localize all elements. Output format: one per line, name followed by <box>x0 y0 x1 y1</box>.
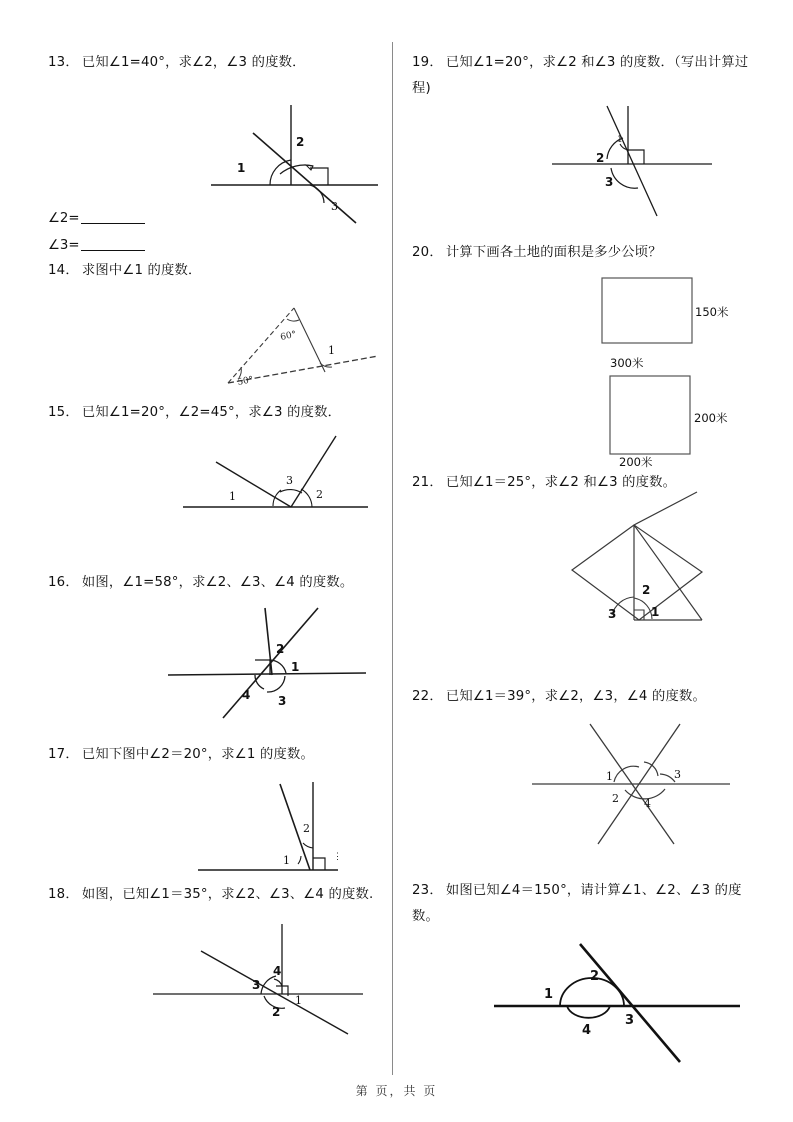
question-18 <box>48 882 388 1046</box>
figure-label-2: 2 <box>642 583 651 597</box>
question-17-text <box>48 742 388 768</box>
question-21 <box>412 470 752 662</box>
figure-tick-mark: ⋮ <box>333 852 342 862</box>
question-15 <box>48 400 388 524</box>
figure-label-1: 1 <box>651 605 660 619</box>
answer-blank-angle3[interactable] <box>48 232 388 259</box>
figure-label-2: 2 <box>596 151 605 165</box>
question-13-number: 13． <box>48 55 79 70</box>
figure-label-2: 2 <box>590 969 600 984</box>
question-18-text <box>48 882 388 908</box>
rect2-height-label: 200米 <box>694 411 728 425</box>
figure-label-2: 2 <box>612 792 619 805</box>
question-22-number: 22． <box>412 689 443 704</box>
question-22-figure <box>412 716 752 856</box>
figure-label-2: 2 <box>316 488 323 501</box>
figure-label-4: 4 <box>582 1023 592 1038</box>
question-15-figure <box>48 434 388 524</box>
question-13-answer-blanks <box>48 205 388 259</box>
question-20 <box>412 240 752 467</box>
question-13 <box>48 50 388 259</box>
question-19-figure <box>412 106 752 226</box>
figure-label-4: 4 <box>273 964 282 978</box>
figure-label-3: 3 <box>252 978 261 992</box>
figure-angle-60: 60° <box>279 329 298 343</box>
figure-label-3: 3 <box>625 1013 635 1028</box>
page-footer: 第 页，共 页 <box>355 1084 438 1098</box>
question-17-figure <box>48 772 388 882</box>
figure-label-3: 3 <box>286 474 293 487</box>
question-14-figure <box>48 286 388 396</box>
figure-label-1: 1 <box>606 770 613 783</box>
figure-label-1: 1 <box>617 135 623 145</box>
figure-label-3: 3 <box>331 200 338 213</box>
figure-label-2: 2 <box>303 822 310 835</box>
figure-label-3: 3 <box>278 694 287 708</box>
figure-label-1: 1 <box>237 161 246 175</box>
question-22-body: 已知∠1＝39°，求∠2，∠3，∠4 的度数。 <box>445 689 707 704</box>
question-16-number: 16． <box>48 575 79 590</box>
figure-label-2: 2 <box>296 135 305 149</box>
question-20-text <box>412 240 752 266</box>
column-divider <box>392 42 393 1075</box>
figure-label-1: 1 <box>229 490 236 503</box>
figure-label-4: 4 <box>242 688 251 702</box>
question-15-body: 已知∠1=20°，∠2=45°，求∠3 的度数． <box>81 405 342 420</box>
figure-angle-50: 50° <box>236 375 255 388</box>
answer-blank-angle2-rule[interactable] <box>81 223 145 224</box>
rect1-height-label: 150米 <box>695 305 729 319</box>
question-16 <box>48 570 388 720</box>
question-14-body: 求图中∠1 的度数． <box>81 263 202 278</box>
question-14 <box>48 258 388 396</box>
figure-label-1: 1 <box>544 987 554 1002</box>
question-14-text <box>48 258 388 284</box>
figure-label-1: 1 <box>328 344 335 357</box>
question-21-figure <box>412 502 752 662</box>
rect2-width-label: 200米 <box>619 455 653 469</box>
question-17-number: 17． <box>48 747 79 762</box>
figure-label-3: 3 <box>605 175 614 189</box>
figure-label-4: 4 <box>644 797 651 810</box>
question-18-body: 如图，已知∠1＝35°，求∠2、∠3、∠4 的度数. <box>81 887 374 902</box>
question-20-number: 20． <box>412 245 443 260</box>
figure-label-2: 2 <box>272 1005 281 1019</box>
question-13-text <box>48 50 388 76</box>
question-15-number: 15． <box>48 405 79 420</box>
figure-label-3: 3 <box>608 607 617 621</box>
question-19-body: 已知∠1=20°，求∠2 和∠3 的度数．（写出计算过程) <box>412 55 749 96</box>
question-22 <box>412 684 752 856</box>
question-21-body: 已知∠1＝25°，求∠2 和∠3 的度数。 <box>445 475 677 490</box>
question-13-figure <box>48 78 388 213</box>
rect1-width-label: 300米 <box>610 356 644 370</box>
figure-label-1: 1 <box>283 854 290 867</box>
answer-blank-angle2-label: ∠2= <box>48 211 80 226</box>
figure-label-2: 2 <box>276 642 285 656</box>
question-19 <box>412 50 752 226</box>
question-23-figure <box>412 944 752 1074</box>
question-16-body: 如图，∠1=58°，求∠2、∠3、∠4 的度数。 <box>81 575 354 590</box>
question-23 <box>412 878 752 1074</box>
question-20-figure <box>412 272 752 467</box>
question-18-figure <box>48 916 388 1046</box>
question-17-body: 已知下图中∠2＝20°，求∠1 的度数。 <box>81 747 314 762</box>
answer-blank-angle3-rule[interactable] <box>81 250 145 251</box>
question-22-text <box>412 684 752 710</box>
figure-label-1: 1 <box>291 660 300 674</box>
answer-blank-angle3-label: ∠3= <box>48 238 80 253</box>
question-16-text <box>48 570 388 596</box>
question-23-number: 23． <box>412 883 443 898</box>
question-13-body: 已知∠1=40°，求∠2，∠3 的度数． <box>81 55 306 70</box>
question-21-text <box>412 470 752 496</box>
question-23-body: 如图已知∠4＝150°，请计算∠1、∠2、∠3 的度数。 <box>412 883 742 924</box>
question-16-figure <box>48 600 388 720</box>
question-19-text <box>412 50 752 102</box>
question-15-text <box>48 400 388 426</box>
question-23-text <box>412 878 752 930</box>
question-20-body: 计算下画各土地的面积是多少公顷？ <box>445 245 662 260</box>
question-19-number: 19． <box>412 55 443 70</box>
figure-label-3: 3 <box>674 768 681 781</box>
question-21-number: 21． <box>412 475 443 490</box>
question-14-number: 14． <box>48 263 79 278</box>
question-18-number: 18． <box>48 887 79 902</box>
question-17 <box>48 742 388 882</box>
figure-label-1: 1 <box>295 994 302 1007</box>
